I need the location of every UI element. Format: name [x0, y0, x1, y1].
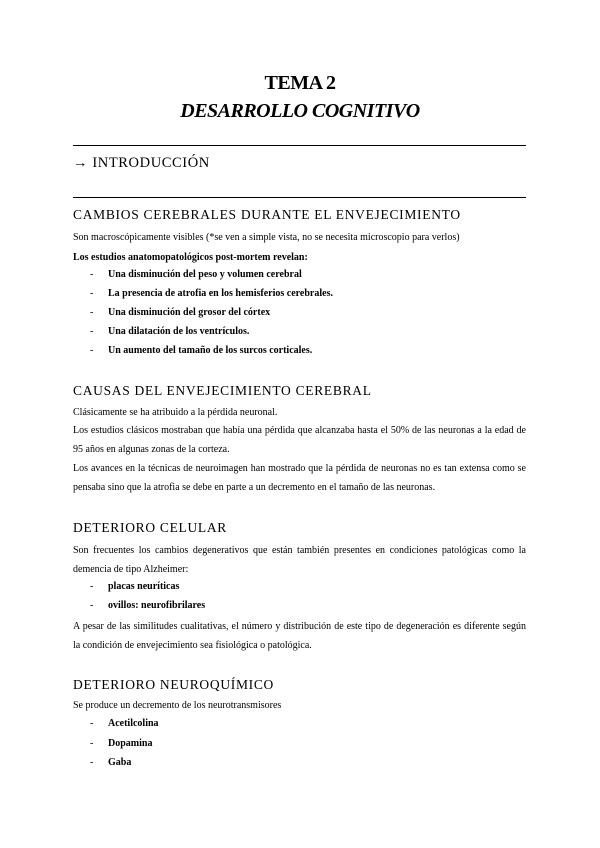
paragraph: A pesar de las similitudes cualitativas, el número y distribución de este tipo de degeneración es diferente según la condición de envejecimiento sea fisiológica o patológica.	[73, 621, 526, 651]
section-heading: DETERIORO CELULAR	[73, 520, 228, 535]
paragraph: Los estudios clásicos mostraban que había una pérdida que alcanzaba hasta el 50% de las neuronas a la edad de 95 años en algunas zonas de la corteza.	[73, 425, 526, 455]
bullet-dash: -	[90, 581, 94, 592]
bullet-dash: -	[90, 345, 94, 356]
list-item: - placas neuríticas	[90, 581, 180, 592]
bullet-dash: -	[90, 307, 94, 318]
bullet-dash: -	[90, 288, 94, 299]
paragraph-bold: Los estudios anatomopatológicos post-mortem revelan:	[73, 252, 308, 263]
bullet-dash: -	[90, 326, 94, 337]
divider-top	[73, 145, 526, 146]
bullet-dash: -	[90, 738, 94, 749]
divider-bottom	[73, 197, 526, 198]
list-item: - Una disminución del grosor del córtex	[90, 307, 271, 318]
paragraph: Son macroscópicamente visibles (*se ven a simple vista, no se necesita microscopio para verlos)	[73, 232, 460, 243]
list-item: - Una disminución del peso y volumen cerebral	[90, 269, 302, 280]
list-item: - Un aumento del tamaño de los surcos corticales.	[90, 345, 313, 356]
list-item: - Acetilcolina	[90, 718, 159, 729]
list-item: - Dopamina	[90, 738, 153, 749]
list-item: - Una dilatación de los ventrículos.	[90, 326, 250, 337]
paragraph: Los avances en la técnicas de neuroimagen han mostrado que la pérdida de neuronas no es tan extensa como se pensaba sino que la atrofia se debe en parte a un decremento en el tamaño de las neuronas.	[73, 463, 526, 493]
section-heading: DETERIORO NEUROQUÍMICO	[73, 677, 275, 692]
bullet-dash: -	[90, 269, 94, 280]
paragraph: Son frecuentes los cambios degenerativos que están también presentes en condiciones patológicas como la demencia de tipo Alzheimer:	[73, 545, 526, 575]
doc-subtitle: DESARROLLO COGNITIVO	[180, 100, 420, 122]
paragraph: Se produce un decremento de los neurotransmisores	[73, 700, 282, 711]
section-heading: CAMBIOS CEREBRALES DURANTE EL ENVEJECIMIENTO	[73, 207, 461, 222]
bullet-dash: -	[90, 757, 94, 768]
bullet-dash: -	[90, 718, 94, 729]
list-item: - ovillos: neurofibrilares	[90, 600, 206, 611]
intro-heading: → INTRODUCCIÓN	[73, 155, 210, 171]
list-item: - Gaba	[90, 757, 132, 768]
doc-title: TEMA 2	[264, 72, 336, 94]
section-heading: CAUSAS DEL ENVEJECIMIENTO CEREBRAL	[73, 383, 372, 398]
bullet-dash: -	[90, 600, 94, 611]
paragraph: Clásicamente se ha atribuido a la pérdida neuronal.	[73, 407, 278, 418]
list-item: - La presencia de atrofia en los hemisferios cerebrales.	[90, 288, 333, 299]
